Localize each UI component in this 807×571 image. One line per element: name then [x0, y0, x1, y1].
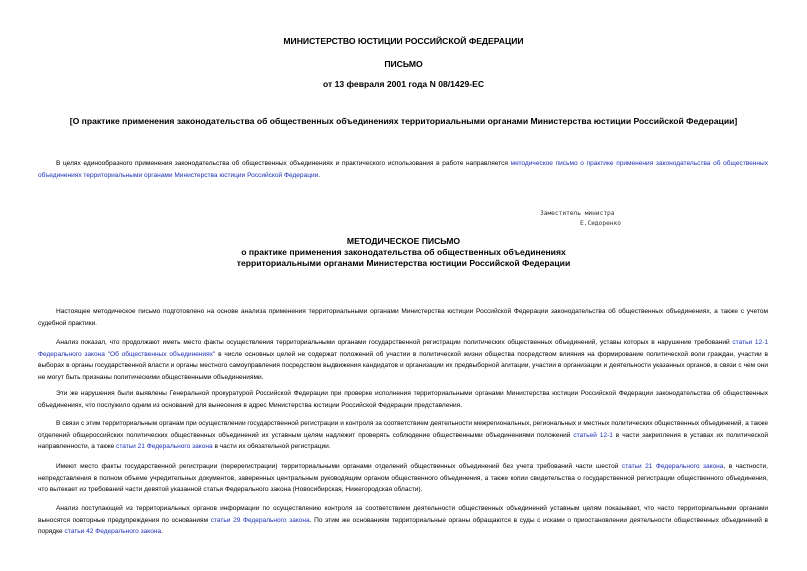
paragraph-3: Эти же нарушения были выявлены Генеральной прокуратурой Российской Федерации при проверке исполнения территориальными органами Министерства юстиции Российской Федерации законодательства об общественных объединениях, что послужило одним из оснований для вынесения в адрес Министерства юстиции Российской Федерации представления.: [38, 390, 768, 409]
paragraph-6-text-a: Анализ поступающей из территориальных органов информации по осуществлению контроля за соответствием деятельности общественных объединений уставным целям показывает, что часто территориальными органами выносятся повторные предупреждения по основаниям: [38, 505, 768, 524]
article-21-link[interactable]: статьи 21 Федерального закона: [116, 443, 213, 451]
paragraph-4-text-a: В связи с этим территориальным органам при осуществлении государственной регистрации и контроля за соответствием деятельности межрегиональных, региональных и местных политических общественных объединений, а также отделений общероссийских политических общественных объединений их уставным целям надлежит проверять соблюдение общественными объединениями положений: [38, 420, 768, 439]
intro-text-after: .: [318, 171, 321, 179]
intro-paragraph: [38, 158, 768, 181]
paragraph-6-text-c: .: [161, 528, 163, 536]
paragraph-1: Настоящее методическое письмо подготовлено на основе анализа применения территориальными органами Министерства юстиции Российской Федерации законодательства об общественных объединениях, а также с учетом судебной практики.: [38, 308, 768, 327]
paragraph-4: [38, 418, 768, 453]
paragraph-5: [38, 461, 768, 496]
paragraph-4-text-c: в части их обязательной регистрации.: [212, 443, 331, 451]
paragraph-6-text-b: . По этим же основаниям территориальные органы обращаются в суды с исками о приостановлении деятельности общественных объединений в порядке: [38, 516, 768, 536]
paragraph-6: [38, 503, 768, 538]
document-subject: [О практике применения законодательства об общественных объединениях территориальными органами Министерства юстиции Российской Федерации]: [69, 116, 738, 126]
method-letter-subtitle-2: территориальными органами Министерства юстиции Российской Федерации: [236, 258, 571, 268]
article-12-1-link[interactable]: статьи 12-1 Федерального закона "Об общественных объединениях": [38, 339, 768, 358]
ministry-heading: МИНИСТЕРСТВО ЮСТИЦИИ РОССИЙСКОЙ ФЕДЕРАЦИИ: [283, 36, 524, 46]
article-12-1-short-link[interactable]: статьей 12-1: [573, 431, 613, 439]
paragraph-2-text-b: в числе основных целей не содержат положений об участии в политической жизни общества посредством влияния на формирование политической воли граждан, участии в выборах в органы государственной власти и органы местного самоуправления посредством выдвижения кандидатов и организации их предвыборной агитации, участии в организации и деятельности указанных органов, в связи с чем они не могут быть признаны политическими общественными объединениями.: [38, 350, 768, 381]
paragraph-2-text-a: Анализ показал, что продолжают иметь место факты осуществления территориальными органами государственной регистрации политических общественных объединений, уставы которых в нарушение требований: [56, 339, 733, 346]
paragraph-4-text-b: в части закрепления в уставах их политической направленности, а также: [38, 431, 768, 451]
document-date-number: от 13 февраля 2001 года N 08/1429-ЕС: [322, 79, 485, 89]
article-29-link[interactable]: статьи 29 Федерального закона: [210, 516, 310, 524]
method-letter-subtitle-1: о практике применения законодательства об общественных объединениях: [241, 247, 566, 257]
paragraph-5-text-b: , в частности, непредставления в полном объеме учредительных документов, заверенных центральным руководящим органом общественного объединения, а также копии свидетельства о государственной регистрации общественного объединения, что вытекает из требований части девятой указанной статьи Федерального закона (Новосибирская, Нижегородская области).: [38, 463, 768, 494]
method-letter-link[interactable]: методическое письмо о практике применения законодательства об общественных объединениях территориальными органами Министерства юстиции Российской Федерации: [38, 160, 768, 179]
paragraph-5-text-a: Имеют место факты государственной регистрации (перерегистрации) территориальными органами отделений общественных объединений без учета требований части шестой: [56, 463, 622, 470]
signature-name: Е.Сидоренко: [580, 220, 621, 227]
document-type: ПИСЬМО: [384, 59, 423, 69]
intro-text-before: В целях единообразного применения законодательства об общественных объединениях и практического использования в работе направляется: [56, 160, 511, 167]
method-letter-title: МЕТОДИЧЕСКОЕ ПИСЬМО: [346, 236, 461, 246]
article-21-link-2[interactable]: статьи 21 Федерального закона: [621, 463, 724, 470]
signature-position: Заместитель министра: [540, 210, 615, 217]
article-42-link[interactable]: статьи 42 Федерального закона: [64, 528, 162, 536]
paragraph-2: [38, 337, 768, 383]
